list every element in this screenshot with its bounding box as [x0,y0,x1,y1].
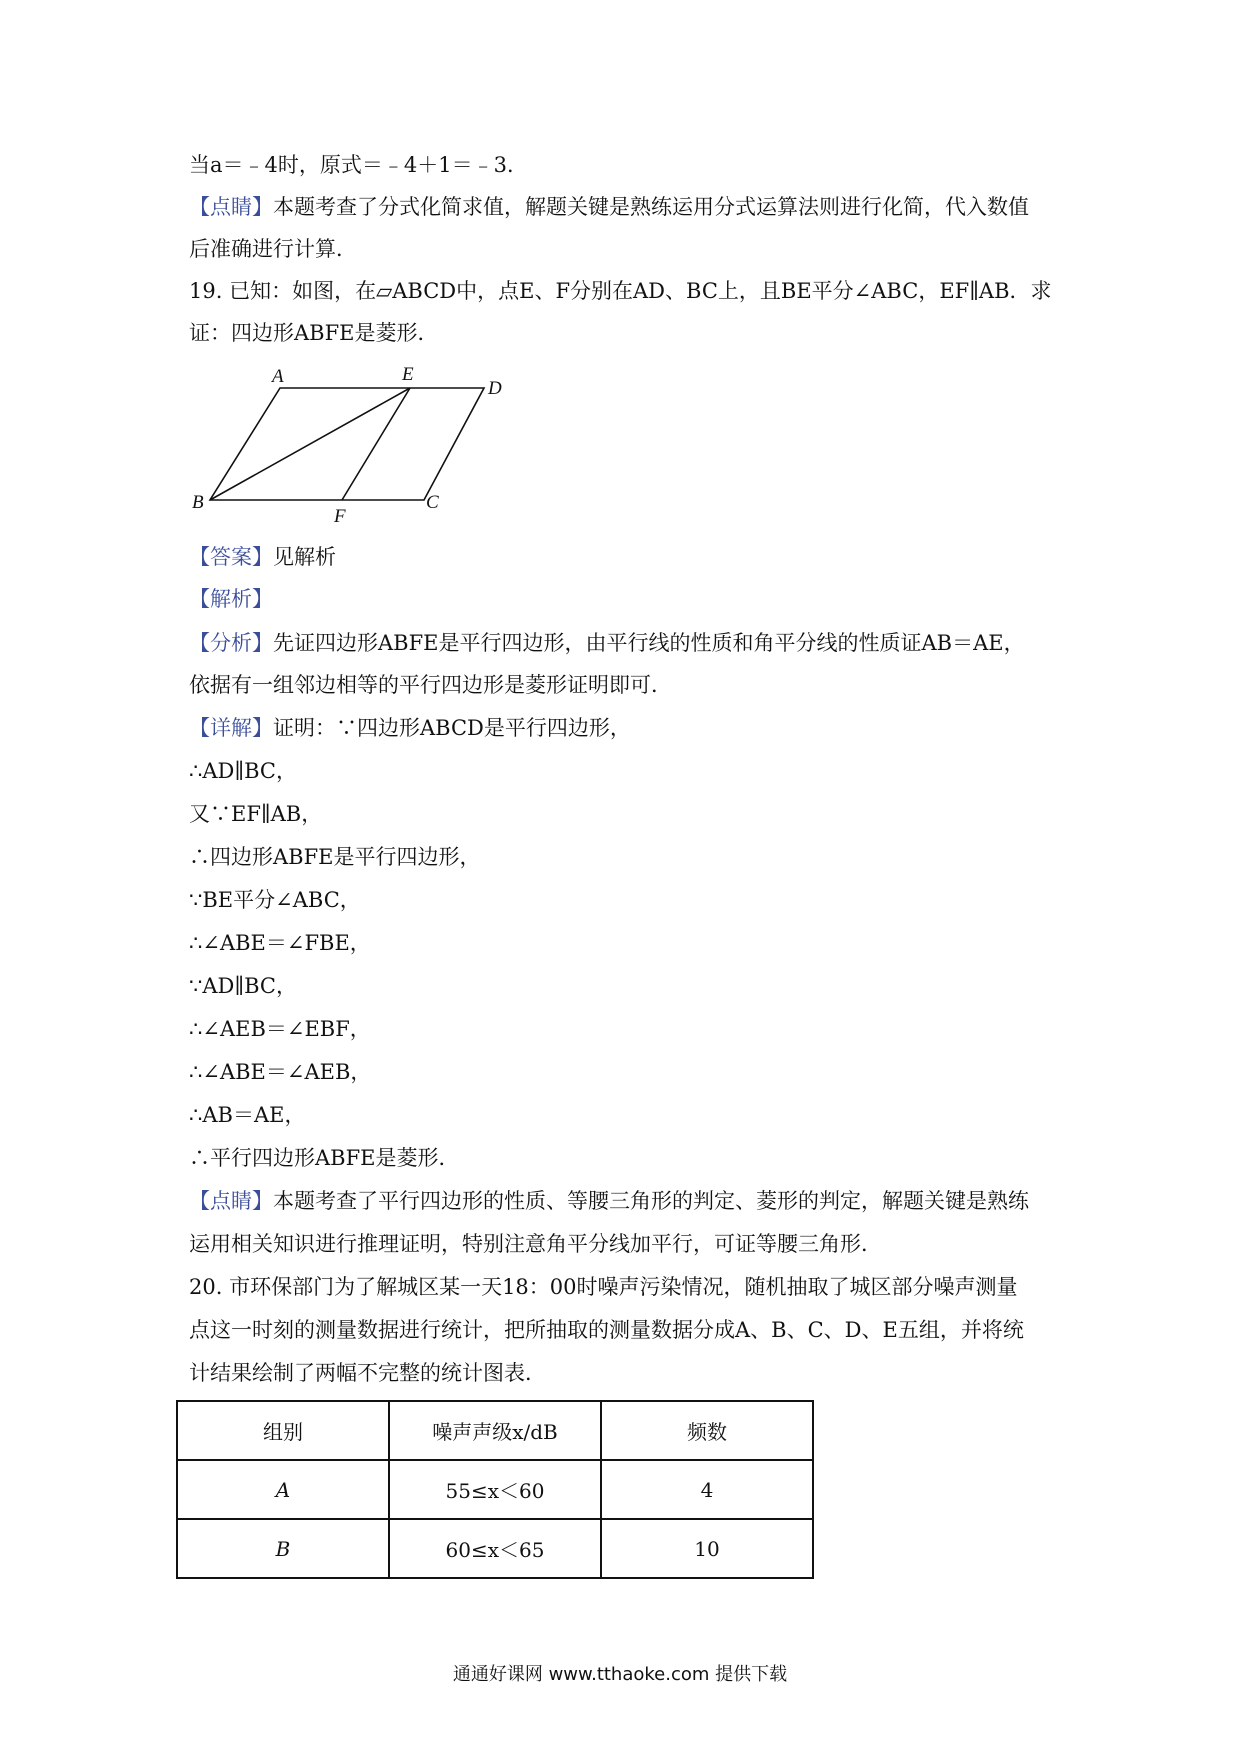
page-footer: 通通好课网 www.tthaoke.com 提供下载 [452,1664,788,1685]
label-c: C [426,492,439,513]
text-line: 【答案】见解析 [189,545,336,569]
section-tag: 【点睛】 [189,1189,273,1213]
text-line: ∴∠ABE＝∠AEB， [189,1060,372,1084]
parallelogram-figure [190,364,520,524]
table-header-cell: 组别 [177,1401,389,1460]
text-line: 证：四边形ABFE是菱形． [189,321,439,345]
table-cell: 10 [601,1519,813,1578]
text-line: 【分析】先证四边形ABFE是平行四边形，由平行线的性质和角平分线的性质证AB＝AE， [189,631,1025,655]
text-line: ∴∠ABE＝∠FBE， [189,931,371,955]
text-line: 【点睛】本题考查了分式化简求值，解题关键是熟练运用分式运算法则进行化简，代入数值 [189,195,1029,219]
noise-frequency-table [176,1400,814,1579]
text-line: ∴四边形ABFE是平行四边形， [189,845,481,869]
text-line: 点这一时刻的测量数据进行统计，把所抽取的测量数据分成A、B、C、D、E五组，并将统 [189,1318,1024,1342]
text-line: ∵BE平分∠ABC， [189,888,361,912]
table-header-row [177,1401,813,1460]
table-row [177,1519,813,1578]
text-line: ∴AB＝AE， [189,1103,306,1127]
text-line: 又∵EF∥AB， [189,802,323,826]
text-line: 计结果绘制了两幅不完整的统计图表． [189,1361,546,1385]
text-line [189,584,1069,614]
label-f: F [334,506,346,524]
label-e: E [402,364,414,385]
text-line: ∴∠AEB＝∠EBF， [189,1017,371,1041]
text-line: ∴AD∥BC， [189,759,297,783]
text-line: ∵AD∥BC， [189,974,297,998]
text-line: 【详解】证明：∵四边形ABCD是平行四边形， [189,716,631,740]
table-header-cell: 噪声声级x/dB [389,1401,601,1460]
text-line: 【点睛】本题考查了平行四边形的性质、等腰三角形的判定、菱形的判定，解题关键是熟练 [189,1189,1029,1213]
table-header-cell: 频数 [601,1401,813,1460]
text-line: 后准确进行计算． [189,237,357,261]
table-cell: 60≤x＜65 [389,1519,601,1578]
segment-be [210,388,410,500]
section-tag: 【答案】 [189,545,273,569]
text-line: 当a＝﹣4时，原式＝﹣4＋1＝﹣3． [189,153,528,177]
label-a: A [272,366,284,387]
label-d: D [488,378,502,399]
section-tag: 【点睛】 [189,195,273,219]
table-cell: 55≤x＜60 [389,1460,601,1519]
text-line: 依据有一组邻边相等的平行四边形是菱形证明即可． [189,673,672,697]
text-line: ∴平行四边形ABFE是菱形． [189,1146,460,1170]
section-tag: 【解析】 [189,587,273,611]
segment-ef [342,388,410,500]
question-19-line: 19. 已知：如图，在▱ABCD中，点E、F分别在AD、BC上，且BE平分∠ABC，EF∥AB．求 [189,279,1052,303]
label-b: B [192,492,204,513]
table-cell: B [177,1519,389,1578]
question-20-line: 20. 市环保部门为了解城区某一天18：00时噪声污染情况，随机抽取了城区部分噪声测量 [189,1275,1018,1299]
table-cell: 4 [601,1460,813,1519]
section-tag: 【分析】 [189,631,273,655]
text-line: 运用相关知识进行推理证明，特别注意角平分线加平行，可证等腰三角形． [189,1232,882,1256]
section-tag: 【详解】 [189,716,273,740]
parallelogram-abcd [210,388,484,500]
table-row [177,1460,813,1519]
table-cell: A [177,1460,389,1519]
